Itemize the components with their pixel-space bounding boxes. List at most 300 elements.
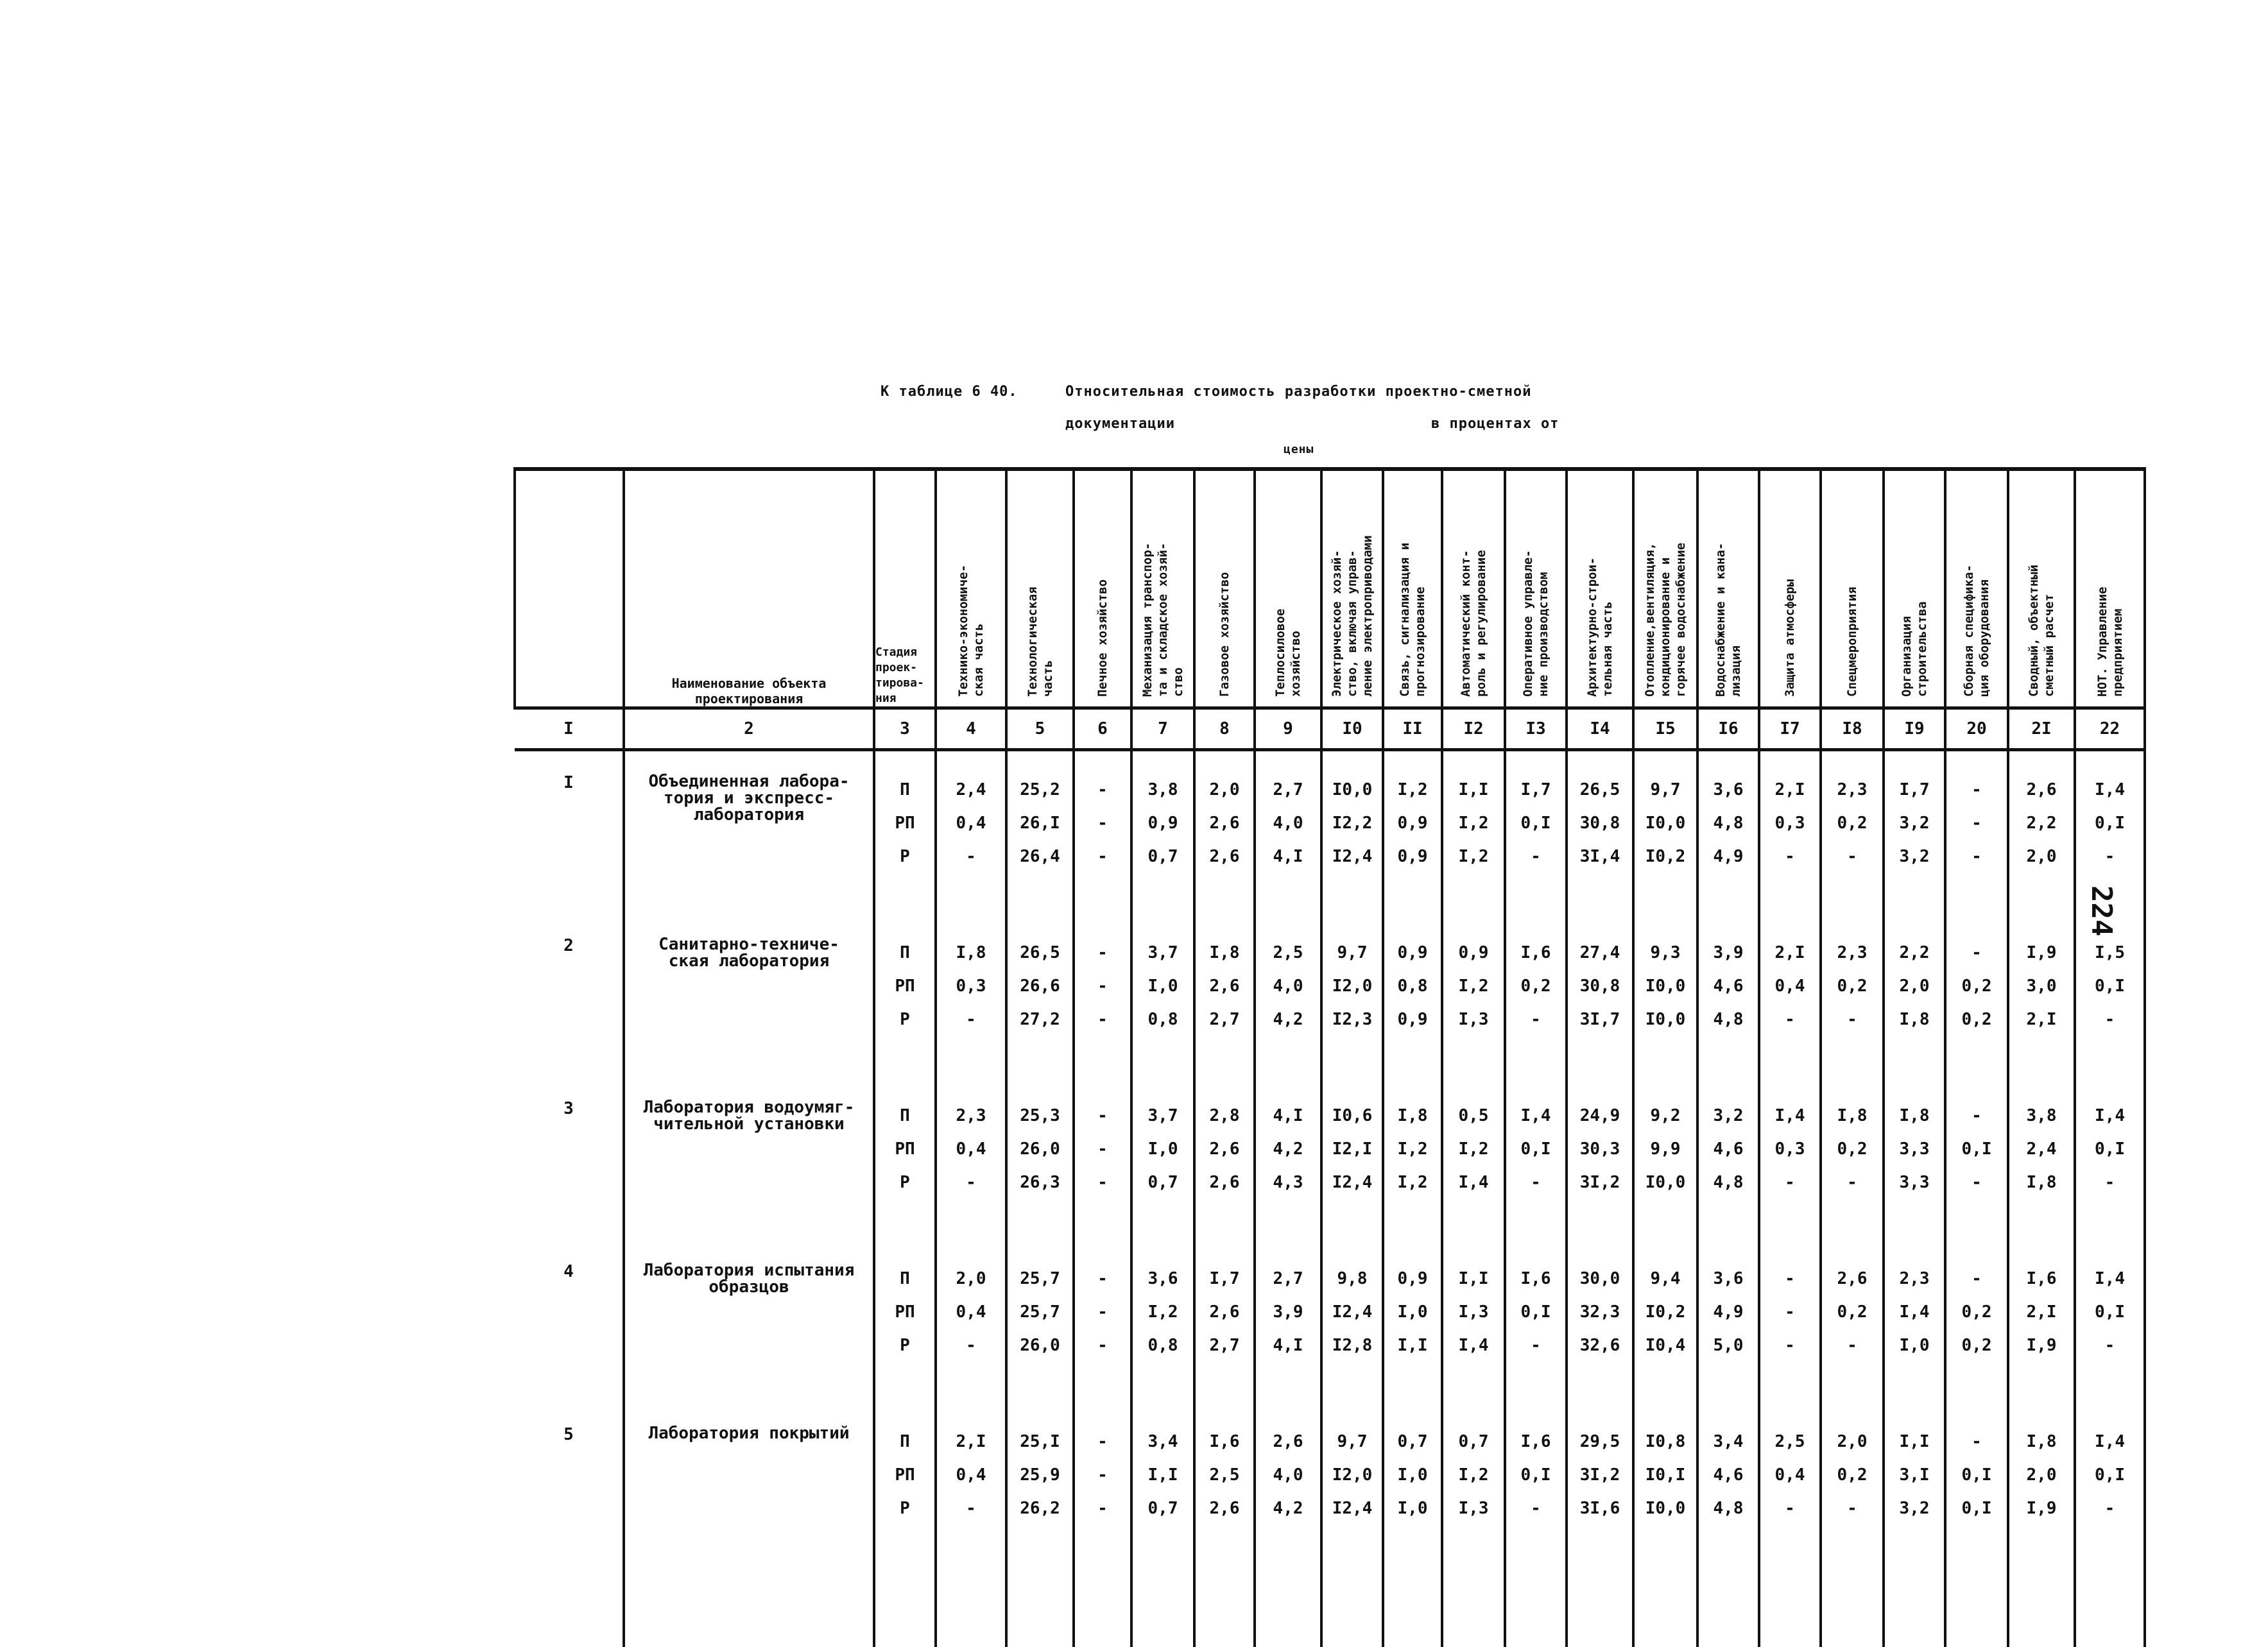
value-cell: -: [1074, 1099, 1131, 1132]
value-cell: 3I,2: [1567, 1166, 1633, 1199]
design-stage: П: [874, 1099, 936, 1132]
value-cell: 0,3: [936, 969, 1006, 1003]
value-cell: I,7: [1505, 773, 1567, 806]
value-cell: 3,6: [1697, 1262, 1759, 1295]
table-row: [515, 1262, 2145, 1295]
value-cell: I0,4: [1633, 1329, 1697, 1362]
value-cell: 0,2: [1945, 969, 2008, 1003]
value-cell: 9,9: [1633, 1132, 1697, 1166]
value-cell: I,8: [1383, 1099, 1442, 1132]
value-cell: 3,0: [2008, 969, 2075, 1003]
value-cell: I2,4: [1321, 1492, 1383, 1525]
value-cell: 3,4: [1697, 1425, 1759, 1458]
value-cell: -: [1759, 1003, 1821, 1036]
design-stage: П: [874, 773, 936, 806]
object-name: Лаборатория водоумяг- чительной установки: [624, 1099, 874, 1199]
object-index: 5: [515, 1425, 624, 1525]
header-row: [515, 469, 2145, 708]
value-cell: 4,8: [1697, 1003, 1759, 1036]
header-col-6: Печное хозяйство: [1074, 469, 1131, 708]
value-cell: 3,8: [1131, 773, 1194, 806]
column-number: 20: [1945, 708, 2008, 749]
value-cell: I,6: [1505, 1425, 1567, 1458]
value-cell: 0,2: [1821, 1458, 1884, 1492]
page-number: 224: [2085, 885, 2118, 937]
spacer-row: [515, 749, 2145, 773]
table-row: [515, 773, 2145, 806]
value-cell: -: [936, 1492, 1006, 1525]
value-cell: 0,I: [2075, 1295, 2145, 1329]
value-cell: I,5: [2075, 936, 2145, 969]
value-cell: 9,7: [1321, 1425, 1383, 1458]
value-cell: 3,8: [2008, 1099, 2075, 1132]
header-col-10: Электрическое хозяй- ство, включая управ- ление электроприводами: [1321, 469, 1383, 708]
value-cell: 29,5: [1567, 1425, 1633, 1458]
value-cell: I2,8: [1321, 1329, 1383, 1362]
value-cell: 0,I: [1505, 1458, 1567, 1492]
value-cell: I,8: [1194, 936, 1255, 969]
spacer-row: [515, 873, 2145, 936]
value-cell: 2,4: [2008, 1132, 2075, 1166]
value-cell: -: [1821, 1166, 1884, 1199]
value-cell: 0,7: [1131, 840, 1194, 873]
value-cell: 2,0: [1821, 1425, 1884, 1458]
value-cell: I,3: [1442, 1295, 1505, 1329]
value-cell: I,3: [1442, 1492, 1505, 1525]
caption-title-line-1: Относительная стоимость разработки проектно-сметной: [1065, 384, 1532, 400]
value-cell: I,2: [1131, 1295, 1194, 1329]
value-cell: 2,0: [2008, 840, 2075, 873]
value-cell: 0,4: [936, 1132, 1006, 1166]
value-cell: 26,2: [1006, 1492, 1074, 1525]
value-cell: 3,6: [1697, 773, 1759, 806]
column-number: I9: [1884, 708, 1945, 749]
value-cell: 2,0: [1194, 773, 1255, 806]
value-cell: 2,6: [1194, 1492, 1255, 1525]
column-number: 7: [1131, 708, 1194, 749]
value-cell: 2,7: [1255, 773, 1321, 806]
value-cell: -: [1759, 1295, 1821, 1329]
header-col-17: Защита атмосферы: [1759, 469, 1821, 708]
value-cell: I,I: [1884, 1425, 1945, 1458]
value-cell: 0,7: [1383, 1425, 1442, 1458]
value-cell: -: [1945, 936, 2008, 969]
header-col-8: Газовое хозяйство: [1194, 469, 1255, 708]
value-cell: 0,7: [1131, 1166, 1194, 1199]
value-cell: 0,8: [1131, 1003, 1194, 1036]
value-cell: 3I,6: [1567, 1492, 1633, 1525]
value-cell: I,2: [1383, 1132, 1442, 1166]
column-number: II: [1383, 708, 1442, 749]
value-cell: -: [2075, 840, 2145, 873]
value-cell: 0,9: [1383, 1262, 1442, 1295]
value-cell: 0,I: [1945, 1492, 2008, 1525]
value-cell: -: [1821, 1329, 1884, 1362]
table-row: [515, 1099, 2145, 1132]
design-stage: П: [874, 936, 936, 969]
table-row: [515, 936, 2145, 969]
value-cell: I0,2: [1633, 1295, 1697, 1329]
object-index: 3: [515, 1099, 624, 1199]
value-cell: 3,2: [1697, 1099, 1759, 1132]
value-cell: I2,4: [1321, 1295, 1383, 1329]
design-stage: РП: [874, 969, 936, 1003]
value-cell: -: [1074, 1295, 1131, 1329]
table-reference: К таблице 6 40.: [881, 384, 1018, 400]
object-index: 2: [515, 936, 624, 1036]
value-cell: 0,I: [2075, 969, 2145, 1003]
value-cell: 2,I: [1759, 773, 1821, 806]
value-cell: 3,7: [1131, 1099, 1194, 1132]
value-cell: I,0: [1884, 1329, 1945, 1362]
value-cell: 25,3: [1006, 1099, 1074, 1132]
value-cell: 0,I: [1945, 1458, 2008, 1492]
value-cell: 25,2: [1006, 773, 1074, 806]
value-cell: 25,7: [1006, 1262, 1074, 1295]
value-cell: 3,3: [1884, 1166, 1945, 1199]
value-cell: 0,3: [1759, 806, 1821, 840]
value-cell: I,8: [1884, 1003, 1945, 1036]
value-cell: 4,6: [1697, 1132, 1759, 1166]
value-cell: I2,0: [1321, 969, 1383, 1003]
value-cell: I,2: [1442, 1132, 1505, 1166]
value-cell: 0,9: [1383, 840, 1442, 873]
value-cell: I,2: [1383, 773, 1442, 806]
value-cell: -: [1074, 1132, 1131, 1166]
value-cell: 3I,7: [1567, 1003, 1633, 1036]
table-body: [515, 749, 2145, 1647]
value-cell: I,2: [1442, 806, 1505, 840]
value-cell: 26,I: [1006, 806, 1074, 840]
value-cell: I,4: [2075, 773, 2145, 806]
value-cell: 24,9: [1567, 1099, 1633, 1132]
value-cell: 2,I: [2008, 1003, 2075, 1036]
value-cell: I,8: [936, 936, 1006, 969]
value-cell: 0,7: [1131, 1492, 1194, 1525]
value-cell: -: [1074, 1166, 1131, 1199]
value-cell: 0,4: [1759, 969, 1821, 1003]
value-cell: 0,I: [1505, 1295, 1567, 1329]
design-stage: РП: [874, 1132, 936, 1166]
object-name: Санитарно-техниче- ская лаборатория: [624, 936, 874, 1036]
value-cell: I,6: [1194, 1425, 1255, 1458]
header-object-name: Наименование объекта проектирования: [624, 469, 874, 708]
value-cell: 2,6: [1194, 969, 1255, 1003]
value-cell: -: [936, 1166, 1006, 1199]
value-cell: 2,0: [936, 1262, 1006, 1295]
value-cell: 0,2: [1505, 969, 1567, 1003]
value-cell: 2,3: [936, 1099, 1006, 1132]
value-cell: I0,0: [1633, 1003, 1697, 1036]
value-cell: -: [1945, 1166, 2008, 1199]
value-cell: 0,3: [1759, 1132, 1821, 1166]
value-cell: 0,I: [2075, 1458, 2145, 1492]
column-number: 22: [2075, 708, 2145, 749]
value-cell: -: [1505, 840, 1567, 873]
value-cell: 25,7: [1006, 1295, 1074, 1329]
caption-title-line-2: документации: [1065, 416, 1175, 432]
value-cell: 2,6: [1194, 806, 1255, 840]
value-cell: 9,2: [1633, 1099, 1697, 1132]
value-cell: 0,4: [936, 806, 1006, 840]
value-cell: 0,I: [1505, 1132, 1567, 1166]
value-cell: 32,3: [1567, 1295, 1633, 1329]
value-cell: 3,9: [1697, 936, 1759, 969]
value-cell: -: [1074, 936, 1131, 969]
value-cell: 2,4: [936, 773, 1006, 806]
value-cell: I,2: [1442, 969, 1505, 1003]
value-cell: 0,8: [1131, 1329, 1194, 1362]
value-cell: -: [1074, 1003, 1131, 1036]
value-cell: 0,2: [1821, 1132, 1884, 1166]
value-cell: 30,0: [1567, 1262, 1633, 1295]
header-col-5: Технологическая часть: [1006, 469, 1074, 708]
value-cell: -: [1074, 840, 1131, 873]
value-cell: I,8: [1821, 1099, 1884, 1132]
spacer-row: [515, 1525, 2145, 1647]
value-cell: 0,9: [1383, 936, 1442, 969]
value-cell: 2,6: [1194, 1132, 1255, 1166]
value-cell: 4,I: [1255, 1329, 1321, 1362]
value-cell: 4,9: [1697, 840, 1759, 873]
column-number: I0: [1321, 708, 1383, 749]
value-cell: 26,5: [1006, 936, 1074, 969]
value-cell: I,7: [1194, 1262, 1255, 1295]
header-col-21: Сводный, объектный сметный расчет: [2008, 469, 2075, 708]
header-col-12: Автоматический конт- роль и регулирование: [1442, 469, 1505, 708]
value-cell: I2,2: [1321, 806, 1383, 840]
value-cell: I,I: [1383, 1329, 1442, 1362]
value-cell: I,8: [1884, 1099, 1945, 1132]
value-cell: 4,8: [1697, 806, 1759, 840]
value-cell: 2,6: [1194, 840, 1255, 873]
value-cell: 0,9: [1442, 936, 1505, 969]
value-cell: -: [936, 1329, 1006, 1362]
value-cell: 0,I: [1945, 1132, 2008, 1166]
value-cell: 9,8: [1321, 1262, 1383, 1295]
value-cell: 2,3: [1821, 773, 1884, 806]
value-cell: 4,6: [1697, 969, 1759, 1003]
column-number: I3: [1505, 708, 1567, 749]
value-cell: -: [936, 840, 1006, 873]
value-cell: -: [1505, 1003, 1567, 1036]
value-cell: -: [1074, 1425, 1131, 1458]
value-cell: 0,2: [1821, 1295, 1884, 1329]
value-cell: 4,8: [1697, 1166, 1759, 1199]
value-cell: 4,2: [1255, 1003, 1321, 1036]
value-cell: 2,6: [1194, 1166, 1255, 1199]
value-cell: I,2: [1383, 1166, 1442, 1199]
header-col-19: Организация строительства: [1884, 469, 1945, 708]
design-stage: РП: [874, 1458, 936, 1492]
value-cell: -: [1074, 1458, 1131, 1492]
value-cell: -: [1759, 1166, 1821, 1199]
object-name: Объединенная лабора- тория и экспресс- лаборатория: [624, 773, 874, 873]
table-row: [515, 1425, 2145, 1458]
design-stage: РП: [874, 1295, 936, 1329]
value-cell: 26,4: [1006, 840, 1074, 873]
header-col-20: Сборная специфика- ция оборудования: [1945, 469, 2008, 708]
value-cell: 4,8: [1697, 1492, 1759, 1525]
spacer-row: [515, 1036, 2145, 1099]
value-cell: -: [1821, 840, 1884, 873]
value-cell: 32,6: [1567, 1329, 1633, 1362]
value-cell: 0,I: [2075, 806, 2145, 840]
value-cell: 2,0: [2008, 1458, 2075, 1492]
column-number: I5: [1633, 708, 1697, 749]
value-cell: I0,0: [1633, 1166, 1697, 1199]
value-cell: -: [1074, 1262, 1131, 1295]
value-cell: I2,4: [1321, 840, 1383, 873]
column-number: I: [515, 708, 624, 749]
column-number: 4: [936, 708, 1006, 749]
value-cell: 9,3: [1633, 936, 1697, 969]
column-number: 3: [874, 708, 936, 749]
value-cell: 0,2: [1945, 1329, 2008, 1362]
value-cell: I0,0: [1633, 806, 1697, 840]
value-cell: 5,0: [1697, 1329, 1759, 1362]
value-cell: I,4: [1442, 1329, 1505, 1362]
value-cell: -: [1945, 1099, 2008, 1132]
value-cell: -: [2075, 1003, 2145, 1036]
value-cell: 2,I: [1759, 936, 1821, 969]
value-cell: I,I: [1442, 773, 1505, 806]
value-cell: 2,5: [1194, 1458, 1255, 1492]
value-cell: 27,2: [1006, 1003, 1074, 1036]
value-cell: 2,6: [2008, 773, 2075, 806]
value-cell: 0,4: [936, 1458, 1006, 1492]
value-cell: I,6: [2008, 1262, 2075, 1295]
value-cell: I,8: [2008, 1166, 2075, 1199]
value-cell: 4,I: [1255, 1099, 1321, 1132]
column-number: I7: [1759, 708, 1821, 749]
value-cell: 2,7: [1255, 1262, 1321, 1295]
value-cell: 9,7: [1321, 936, 1383, 969]
value-cell: 3I,2: [1567, 1458, 1633, 1492]
value-cell: 2,3: [1821, 936, 1884, 969]
value-cell: -: [2075, 1166, 2145, 1199]
value-cell: 0,I: [2075, 1132, 2145, 1166]
column-number-row: [515, 708, 2145, 749]
value-cell: -: [1074, 773, 1131, 806]
value-cell: 2,7: [1194, 1329, 1255, 1362]
value-cell: I,4: [1442, 1166, 1505, 1199]
value-cell: -: [1945, 840, 2008, 873]
value-cell: 26,5: [1567, 773, 1633, 806]
value-cell: 4,I: [1255, 840, 1321, 873]
value-cell: 0,9: [1383, 1003, 1442, 1036]
value-cell: -: [1505, 1492, 1567, 1525]
value-cell: 2,3: [1884, 1262, 1945, 1295]
design-stage: Р: [874, 1003, 936, 1036]
column-number: I2: [1442, 708, 1505, 749]
value-cell: I0,8: [1633, 1425, 1697, 1458]
value-cell: 2,5: [1255, 936, 1321, 969]
value-cell: 3,3: [1884, 1132, 1945, 1166]
value-cell: I,6: [1505, 1262, 1567, 1295]
header-col-9: Теплосиловое хозяйство: [1255, 469, 1321, 708]
header-col-18: Спецмероприятия: [1821, 469, 1884, 708]
value-cell: 4,6: [1697, 1458, 1759, 1492]
value-cell: 3,I: [1884, 1458, 1945, 1492]
header-col-4: Технико-экономиче- ская часть: [936, 469, 1006, 708]
value-cell: 3,2: [1884, 1492, 1945, 1525]
value-cell: 0,5: [1442, 1099, 1505, 1132]
value-cell: 4,2: [1255, 1492, 1321, 1525]
value-cell: 4,2: [1255, 1132, 1321, 1166]
column-number: I4: [1567, 708, 1633, 749]
value-cell: 2,6: [1255, 1425, 1321, 1458]
value-cell: -: [936, 1003, 1006, 1036]
header-stage: Стадия проек- тирова- ния: [874, 469, 936, 708]
value-cell: 0,9: [1131, 806, 1194, 840]
value-cell: I0,I: [1633, 1458, 1697, 1492]
value-cell: 25,I: [1006, 1425, 1074, 1458]
design-stage: Р: [874, 1166, 936, 1199]
value-cell: I0,2: [1633, 840, 1697, 873]
value-cell: -: [1945, 806, 2008, 840]
value-cell: 2,5: [1759, 1425, 1821, 1458]
value-cell: -: [2075, 1492, 2145, 1525]
column-number: 6: [1074, 708, 1131, 749]
value-cell: 2,7: [1194, 1003, 1255, 1036]
value-cell: I,0: [1383, 1295, 1442, 1329]
value-cell: I,2: [1442, 840, 1505, 873]
value-cell: 2,6: [1194, 1295, 1255, 1329]
value-cell: 30,3: [1567, 1132, 1633, 1166]
value-cell: 3,4: [1131, 1425, 1194, 1458]
value-cell: 3I,4: [1567, 840, 1633, 873]
design-stage: Р: [874, 1492, 936, 1525]
value-cell: I,4: [1759, 1099, 1821, 1132]
value-cell: I0,0: [1633, 969, 1697, 1003]
value-cell: 9,7: [1633, 773, 1697, 806]
value-cell: I0,0: [1633, 1492, 1697, 1525]
design-stage: Р: [874, 1329, 936, 1362]
value-cell: 26,6: [1006, 969, 1074, 1003]
value-cell: -: [1074, 969, 1131, 1003]
value-cell: 26,0: [1006, 1132, 1074, 1166]
design-stage: Р: [874, 840, 936, 873]
value-cell: 4,3: [1255, 1166, 1321, 1199]
value-cell: I,4: [2075, 1262, 2145, 1295]
value-cell: -: [1759, 1262, 1821, 1295]
value-cell: 2,I: [2008, 1295, 2075, 1329]
value-cell: 2,2: [1884, 936, 1945, 969]
value-cell: 2,8: [1194, 1099, 1255, 1132]
value-cell: 26,3: [1006, 1166, 1074, 1199]
value-cell: 2,2: [2008, 806, 2075, 840]
value-cell: 27,4: [1567, 936, 1633, 969]
value-cell: 30,8: [1567, 969, 1633, 1003]
value-cell: 4,0: [1255, 806, 1321, 840]
value-cell: I,0: [1383, 1458, 1442, 1492]
value-cell: I2,0: [1321, 1458, 1383, 1492]
cost-table: [513, 467, 2146, 1647]
value-cell: 2,I: [936, 1425, 1006, 1458]
value-cell: I,7: [1884, 773, 1945, 806]
value-cell: 2,6: [1821, 1262, 1884, 1295]
caption-title-line-3: в процентах от: [1431, 416, 1559, 432]
value-cell: I,4: [2075, 1425, 2145, 1458]
value-cell: 25,9: [1006, 1458, 1074, 1492]
value-cell: I,0: [1383, 1492, 1442, 1525]
design-stage: П: [874, 1425, 936, 1458]
value-cell: -: [1821, 1003, 1884, 1036]
value-cell: 0,8: [1383, 969, 1442, 1003]
value-cell: I,8: [2008, 1425, 2075, 1458]
spacer-row: [515, 1199, 2145, 1262]
